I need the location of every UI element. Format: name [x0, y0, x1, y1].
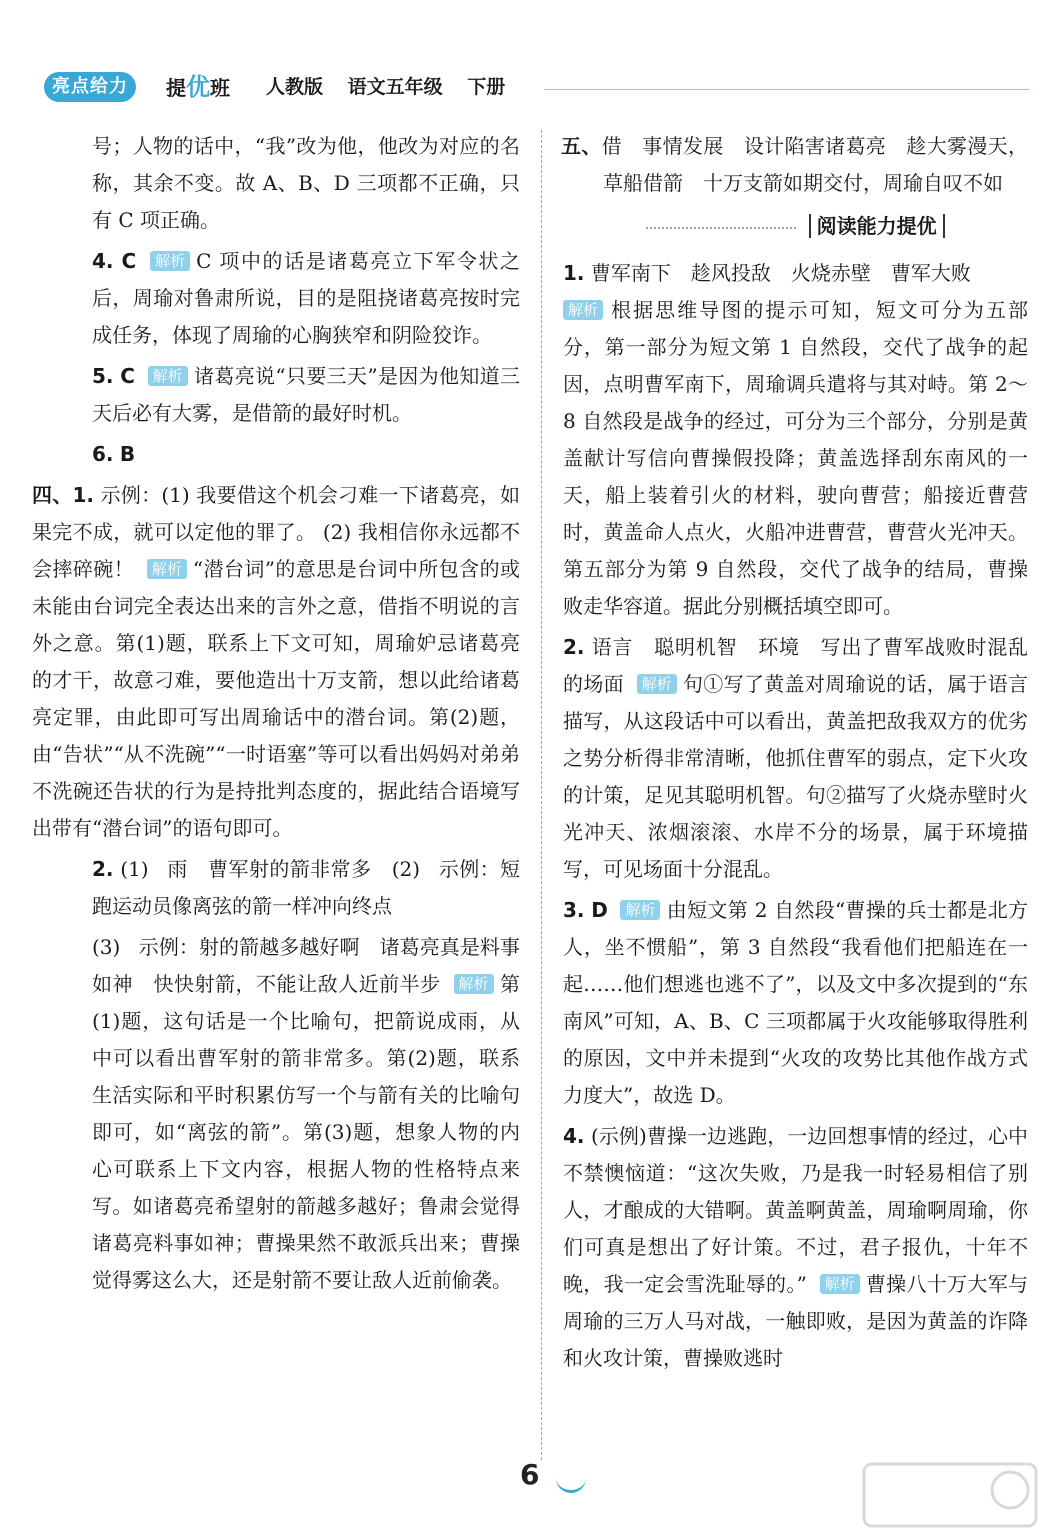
- item-number: 2.: [563, 635, 585, 659]
- series-title: [166, 72, 230, 103]
- item-answer: 借 事情发展 设计陷害诸葛亮 趁大雾漫天，草船借箭 十万支箭如期交付，周瑜自叹不如: [601, 134, 1029, 195]
- item-answer: 曹军南下 趁风投敌 火烧赤壁 曹军大败: [590, 261, 971, 285]
- series-title-emphasis: 优: [186, 73, 210, 101]
- answer-item: [62, 358, 520, 432]
- item-analysis: 曹操八十万大军与周瑜的三万人马对战，一触即败，是因为黄盖的诈降和火攻计策，曹操败逃时: [563, 1272, 1029, 1370]
- right-column: [563, 128, 1028, 1381]
- analysis-tag: 解析: [637, 674, 677, 694]
- item-number: 1.: [72, 483, 95, 507]
- item-analysis: 第(1)题，这句话是一个比喻句，把箭说成雨，从中可以看出曹军射的箭非常多。第(2)题，联系生活实际和平时积累仿写一个与箭有关的比喻句即可，如“离弦的箭”。第(3)题，想象人物的内心可联系上下文内容，根据人物的性格特点来写。如诸葛亮希望射的箭越多越好；鲁肃会觉得诸葛亮料事如神；曹操果然不敢派兵出来；曹操觉得雾这么大，还是射箭不要让敌人近前偷袭。: [92, 972, 521, 1292]
- answer-item: [561, 128, 1028, 202]
- answer-item: [32, 477, 520, 847]
- answer-item: [563, 255, 1028, 625]
- heading-dotted-rule: [646, 227, 796, 229]
- answer-continuation: 号；人物的话中，“我”改为他，他改为对应的名称，其余不变。故 A、B、D 三项都不正确，只有 C 项正确。: [92, 134, 520, 232]
- item-number: 6.: [92, 442, 114, 466]
- answer-item: [62, 243, 520, 354]
- item-analysis: “潜台词”的意思是台词中所包含的或未能由台词完全表达出来的言外之意，借指不明说的言外之意。第(1)题，联系上下文可知，周瑜妒忌诸葛亮的才干，故意刁难，要他造出十万支箭，想以此给诸葛亮定罪，由此即可写出周瑜话中的潜台词。第(2)题，由“告状”“从不洗碗”“一时语塞”等可以看出妈妈对弟弟不洗碗还告状的行为是持批判态度的，据此结合语境写出带有“潜台词”的语句即可。: [32, 557, 521, 840]
- book-meta: 人教版 语文五年级 下册: [266, 76, 506, 98]
- left-column: [32, 128, 521, 1303]
- item-number: 1.: [563, 261, 585, 285]
- analysis-tag: 解析: [563, 300, 603, 320]
- answer-item: [563, 1118, 1028, 1377]
- item-answer: (1) 雨 曹军射的箭非常多 (2) 示例：短跑运动员像离弦的箭一样冲向终点: [92, 857, 521, 918]
- analysis-tag: 解析: [148, 366, 188, 386]
- answer-item: [563, 892, 1028, 1114]
- answer-item: [62, 436, 520, 473]
- section-title: 阅读能力提优: [809, 214, 945, 238]
- item-number: 2.: [92, 857, 114, 881]
- item-analysis: C 项中的话是诸葛亮立下军令状之后，周瑜对鲁肃所说，目的是阻挠诸葛亮按时完成任务，体现了周瑜的心胸狭窄和阴险狡诈。: [92, 249, 521, 347]
- item-analysis: 根据思维导图的提示可知，短文可分为五部分，第一部分为短文第 1 自然段，交代了战争的起因，点明曹军南下，周瑜调兵遣将与其对峙。第 2～8 自然段是战争的经过，可分为三个部分，分别是黄盖献计写信向曹操假投降；黄盖选择刮东南风的一天，船上装着引火的材料，驶向曹营；船接近曹营时，黄盖命人点火，火船冲进曹营，曹营火光冲天。第五部分为第 9 自然段，交代了战争的结局，曹操败走华容道。据此分别概括填空即可。: [563, 298, 1028, 618]
- analysis-tag: 解析: [150, 251, 190, 271]
- section-heading: [563, 208, 1028, 245]
- section-number: 四、: [32, 483, 73, 507]
- item-number: 4.: [563, 1124, 585, 1148]
- page-number-swoosh: [556, 1464, 586, 1493]
- answer-item: [563, 629, 1028, 888]
- item-answer: C: [120, 364, 135, 388]
- page-number: 6: [520, 1458, 540, 1491]
- answer-item-continued: [62, 929, 520, 1299]
- page-header: [44, 72, 1029, 112]
- analysis-tag: 解析: [820, 1274, 860, 1294]
- item-number: 3.: [563, 898, 585, 922]
- section-number: 五、: [561, 134, 602, 158]
- item-number: 5.: [92, 364, 114, 388]
- series-title-part: 提: [166, 76, 186, 100]
- analysis-tag: 解析: [147, 559, 187, 579]
- watermark-stamp: [860, 1460, 1040, 1530]
- item-answer: 示例：(1) 我要借这个机会刁难一下诸葛亮，如果完不成，就可以定他的罪了。 (2) 我相信你永远都不会摔碎碗！: [32, 483, 521, 581]
- item-number: 4.: [92, 249, 114, 273]
- item-answer: C: [121, 249, 137, 273]
- item-answer: B: [119, 442, 136, 466]
- analysis-tag: 解析: [454, 974, 494, 994]
- item-analysis: 诸葛亮说“只要三天”是因为他知道三天后必有大雾，是借箭的最好时机。: [92, 364, 521, 425]
- series-title-part: 班: [210, 76, 230, 100]
- item-analysis: 由短文第 2 自然段“曹操的兵士都是北方人，坐不惯船”，第 3 自然段“我看他们把船连在一起……他们想逃也逃不了”，以及文中多次提到的“东南风”可知，A、B、C 三项都属于火攻能够取得胜利的原因，文中并未提到“火攻的攻势比其他作战方式力度大”，故选 D。: [563, 898, 1029, 1107]
- brand-badge: 亮点给力: [44, 72, 136, 102]
- item-answer: (3) 示例：射的箭越多越好啊 诸葛亮真是料事如神 快快射箭，不能让敌人近前半步: [92, 935, 520, 996]
- item-answer: 语言 聪明机智 环境 写出了曹军战败时混乱的场面: [563, 635, 1029, 696]
- answer-item: [62, 851, 520, 925]
- header-rule: [544, 89, 1029, 90]
- item-analysis: 句①写了黄盖对周瑜说的话，属于语言描写，从这段话中可以看出，黄盖把敌我双方的优劣之势分析得非常清晰，他抓住曹军的弱点，定下火攻的计策，足见其聪明机智。句②描写了火烧赤壁时火光冲天、浓烟滚滚、水岸不分的场景，属于环境描写，可见场面十分混乱。: [563, 672, 1029, 881]
- column-divider: [541, 130, 542, 1460]
- analysis-tag: 解析: [620, 900, 660, 920]
- item-answer: (示例)曹操一边逃跑，一边回想事情的经过，心中不禁懊恼道：“这次失败，乃是我一时轻易相信了别人，才酿成的大错啊。黄盖啊黄盖，周瑜啊周瑜，你们可真是想出了好计策。不过，君子报仇，十年不晚，我一定会雪洗耻辱的。”: [563, 1124, 1029, 1296]
- item-answer: D: [591, 898, 608, 922]
